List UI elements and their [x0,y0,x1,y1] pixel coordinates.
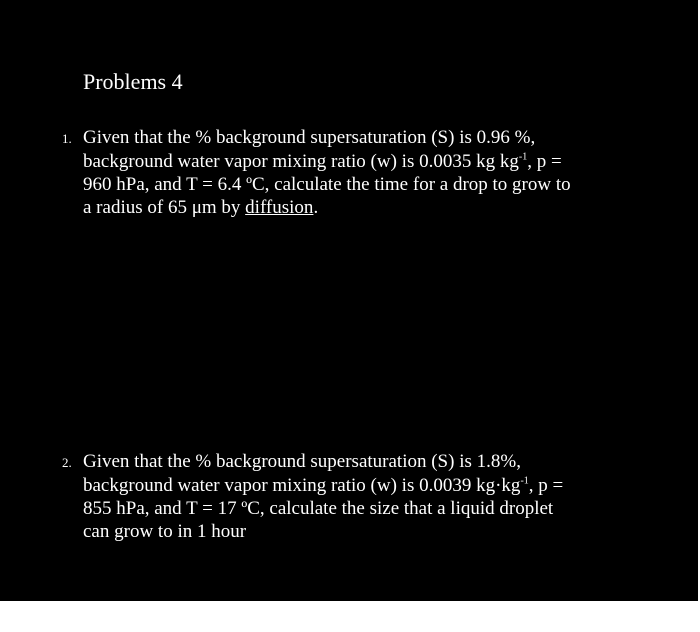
problem-1 [62,126,662,219]
problem-2-text-1: Given that the % background supersaturation (S) is 1.8%, [83,451,521,472]
problem-1-text-4b: . [313,197,319,218]
problem-2-text-3: 855 hPa, and T = 17 ºC, calculate the size that a liquid droplet [83,498,554,519]
problem-2-text-2b: , p = [528,475,564,496]
problem-1-text-2b: , p = [527,151,562,172]
problem-1-text-3: 960 hPa, and T = 6.4 ºC, calculate the time for a drop to grow to [83,174,571,195]
problem-2-text-2: background water vapor mixing ratio (w) is 0.0039 kg·kg [83,475,521,496]
problem-1-text-4: a radius of 65 μm by [83,197,246,218]
problem-1-exponent: -1 [518,151,528,163]
page-title: Problems 4 [83,69,183,94]
problem-2-line-2 [62,474,662,497]
problem-1-number: 1. [62,131,72,146]
problem-1-line-2 [62,150,662,173]
problem-2-exponent: -1 [520,475,529,487]
problem-2-line-3 [62,497,662,520]
problem-2 [62,450,662,543]
problem-2-number: 2. [62,455,72,470]
problem-1-line-1 [62,126,662,150]
problem-2-text-4: can grow to in 1 hour [83,521,247,542]
problem-1-text-1: Given that the % background supersaturation (S) is 0.96 %, [83,127,536,148]
problem-1-text-2: background water vapor mixing ratio (w) is 0.0035 kg kg [83,151,519,172]
problem-2-line-1 [62,450,662,474]
diffusion-underlined: diffusion [245,197,314,218]
problem-1-line-4 [62,196,662,219]
problem-1-line-3 [62,173,662,196]
problem-2-line-4 [62,520,662,543]
